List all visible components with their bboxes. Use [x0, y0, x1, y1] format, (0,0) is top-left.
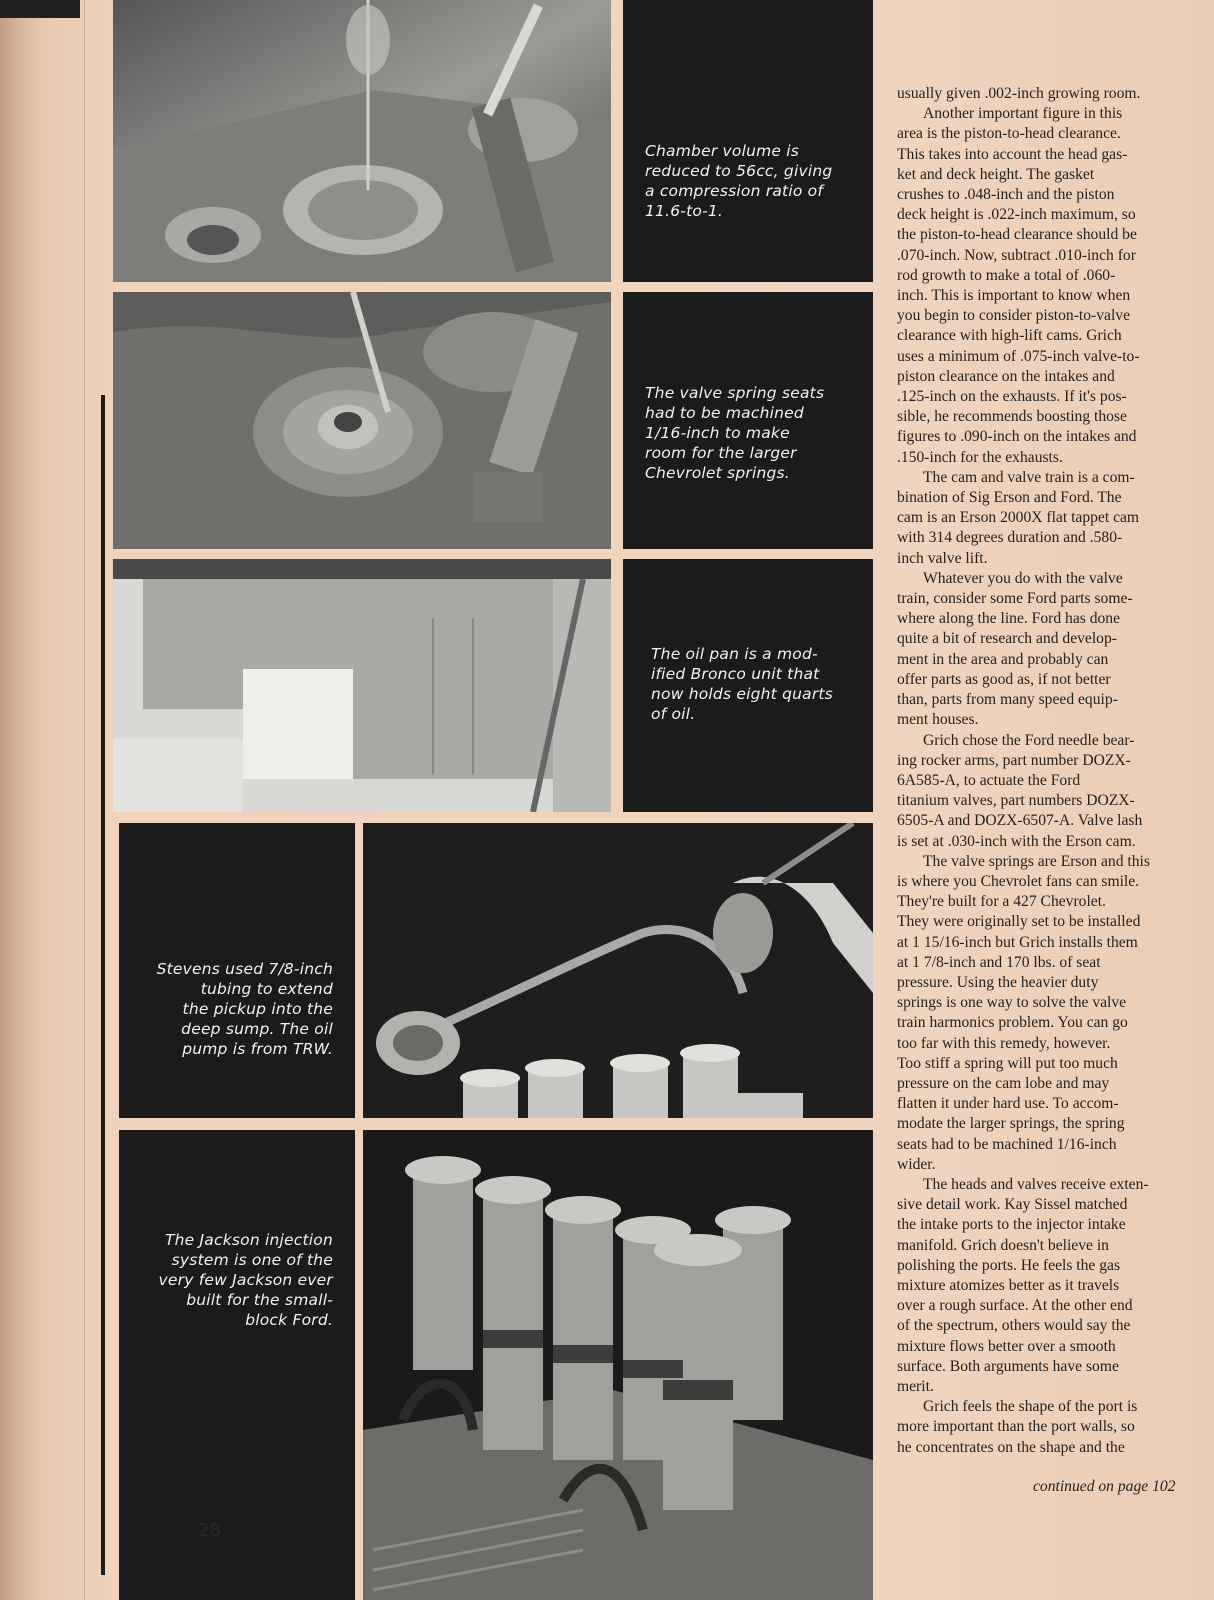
- body-text-line: at 1 7/8-inch and 170 lbs. of seat: [897, 953, 1101, 971]
- body-text-line: sible, he recommends boosting those: [897, 408, 1127, 426]
- body-text-line: over a rough surface. At the other end: [897, 1297, 1133, 1315]
- caption-chamber-volume: Chamber volume is reduced to 56cc, giving a compression ratio of 11.6-to-1.: [645, 142, 833, 220]
- body-text-line: cam is an Erson 2000X flat tappet cam: [897, 509, 1140, 527]
- body-text-line: seats had to be machined 1/16-inch: [897, 1135, 1117, 1153]
- body-text-line: .070-inch. Now, subtract .010-inch for: [897, 246, 1136, 264]
- photo-jackson-injection: [363, 1130, 873, 1600]
- body-text-line: usually given .002-inch growing room.: [897, 85, 1141, 102]
- page-number: 28: [198, 1520, 221, 1541]
- photo-valve-spring-seats: [113, 292, 611, 549]
- body-text-line: at 1 15/16-inch but Grich installs them: [897, 933, 1138, 951]
- article-body-column: [897, 84, 1214, 1474]
- body-text-line: They were originally set to be installed: [897, 913, 1141, 931]
- body-text-line: pressure on the cam lobe and may: [897, 1074, 1110, 1092]
- body-text-line: The cam and valve train is a com-: [923, 468, 1135, 486]
- body-text-line: Whatever you do with the valve: [923, 569, 1123, 587]
- caption-jackson-injection: The Jackson injection system is one of the very few Jackson ever built for the small- block Ford.: [158, 1231, 333, 1329]
- body-text-line: ing rocker arms, part number DOZX-: [897, 751, 1131, 769]
- body-text-line: wider.: [897, 1155, 936, 1173]
- body-text-line: They're built for a 427 Chevrolet.: [897, 893, 1106, 911]
- body-text-line: train harmonics problem. You can go: [897, 1014, 1128, 1032]
- body-text-line: more important than the port walls, so: [897, 1418, 1135, 1436]
- body-text-line: the piston-to-head clearance should be: [897, 226, 1137, 244]
- body-text-line: deck height is .022-inch maximum, so: [897, 206, 1136, 224]
- body-text-line: modate the larger springs, the spring: [897, 1115, 1125, 1133]
- caption-oil-pan: The oil pan is a mod- ified Bronco unit that now holds eight quarts of oil.: [651, 645, 833, 723]
- caption-panel-3: [623, 559, 873, 812]
- body-text-line: uses a minimum of .075-inch valve-to-: [897, 347, 1140, 365]
- page-spine: [0, 0, 22, 1600]
- body-text-line: ket and deck height. The gasket: [897, 165, 1095, 183]
- body-text-line: quite a bit of research and develop-: [897, 630, 1117, 648]
- body-text-line: of the spectrum, others would say the: [897, 1317, 1131, 1335]
- body-text-line: mixture flows better over a smooth: [897, 1337, 1116, 1355]
- body-text-line: ment in the area and probably can: [897, 650, 1109, 668]
- body-text-line: is set at .030-inch with the Erson cam.: [897, 832, 1136, 850]
- body-text-line: area is the piston-to-head clearance.: [897, 125, 1121, 143]
- body-text-line: where along the line. Ford has done: [897, 610, 1121, 628]
- body-text-line: manifold. Grich doesn't believe in: [897, 1236, 1109, 1254]
- body-text-line: pressure. Using the heavier duty: [897, 973, 1099, 991]
- body-text-line: offer parts as good as, if not better: [897, 670, 1111, 688]
- caption-panel-1: [623, 0, 873, 282]
- body-text-line: clearance with high-lift cams. Grich: [897, 327, 1122, 345]
- photo-combustion-chamber: [113, 0, 611, 282]
- body-text-line: Another important figure in this: [923, 105, 1123, 123]
- body-text-line: 6505-A and DOZX-6507-A. Valve lash: [897, 812, 1143, 830]
- body-text-line: crushes to .048-inch and the piston: [897, 186, 1115, 204]
- continued-line: continued on page 102: [1033, 1478, 1176, 1495]
- body-text-line: This takes into account the head gas-: [897, 145, 1128, 163]
- body-text-line: piston clearance on the intakes and: [897, 367, 1115, 385]
- body-text-line: springs is one way to solve the valve: [897, 994, 1127, 1012]
- body-text-line: with 314 degrees duration and .580-: [897, 529, 1123, 547]
- body-text-line: rod growth to make a total of .060-: [897, 266, 1116, 284]
- body-text-line: inch. This is important to know when: [897, 287, 1131, 305]
- body-text-line: The heads and valves receive exten-: [923, 1175, 1149, 1193]
- caption-valve-spring-seats: The valve spring seats had to be machined 1/16-inch to make room for the larger Chevrolet springs.: [645, 384, 825, 482]
- page-edge-shadow: [101, 395, 105, 1575]
- body-text-line: train, consider some Ford parts some-: [897, 590, 1133, 608]
- caption-pickup-tubing: Stevens used 7/8-inch tubing to extend the pickup into the deep sump. The oil pump is from TRW.: [156, 960, 333, 1058]
- body-text-line: .150-inch for the exhausts.: [897, 448, 1063, 466]
- body-text-line: mixture atomizes better as it travels: [897, 1276, 1120, 1294]
- body-text-line: The valve springs are Erson and this: [923, 852, 1150, 870]
- body-text-line: Grich chose the Ford needle bear-: [923, 731, 1135, 749]
- body-text-line: you begin to consider piston-to-valve: [897, 307, 1130, 325]
- body-text-line: sive detail work. Kay Sissel matched: [897, 1196, 1128, 1214]
- body-text-line: polishing the ports. He feels the gas: [897, 1256, 1121, 1274]
- body-text-line: .125-inch on the exhausts. If it's pos-: [897, 388, 1127, 406]
- body-text-line: merit.: [897, 1378, 934, 1395]
- body-text-line: Too stiff a spring will put too much: [897, 1054, 1118, 1072]
- body-text-line: he concentrates on the shape and the: [897, 1438, 1125, 1456]
- body-text-line: 6A585-A, to actuate the Ford: [897, 771, 1081, 789]
- body-text-line: titanium valves, part numbers DOZX-: [897, 792, 1135, 810]
- body-text-line: figures to .090-inch on the intakes and: [897, 428, 1137, 446]
- caption-panel-4: [119, 823, 355, 1118]
- body-text-line: Grich feels the shape of the port is: [923, 1398, 1138, 1416]
- body-text-line: than, parts from many speed equip-: [897, 691, 1118, 709]
- page-edge-line: [84, 0, 85, 1600]
- body-text-line: is where you Chevrolet fans can smile.: [897, 872, 1140, 890]
- body-text-line: bination of Sig Erson and Ford. The: [897, 489, 1122, 507]
- body-text-line: inch valve lift.: [897, 549, 988, 567]
- photo-oil-pickup: [363, 823, 873, 1118]
- corner-shadow: [0, 0, 80, 18]
- body-text-line: ment houses.: [897, 711, 979, 729]
- caption-panel-2: [623, 292, 873, 549]
- body-text-line: too far with this remedy, however.: [897, 1034, 1111, 1052]
- body-text-line: the intake ports to the injector intake: [897, 1216, 1126, 1234]
- body-text-line: surface. Both arguments have some: [897, 1357, 1119, 1375]
- photo-oil-pan: [113, 559, 611, 812]
- caption-panel-5: [119, 1130, 355, 1600]
- body-text-line: flatten it under hard use. To accom-: [897, 1095, 1119, 1113]
